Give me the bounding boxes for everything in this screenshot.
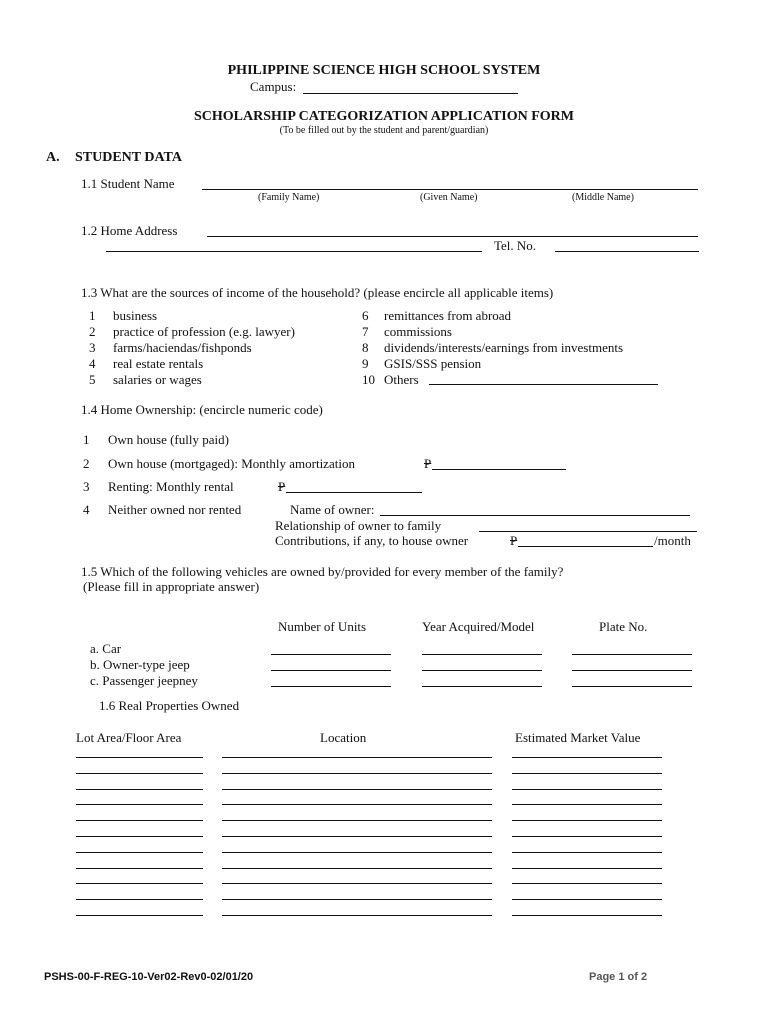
- ownership-option-label: Renting: Monthly rental: [108, 479, 234, 494]
- income-item-label: dividends/interests/earnings from investments: [384, 340, 624, 355]
- home-address-label: 1.2 Home Address: [81, 223, 178, 238]
- section-letter: A.: [46, 150, 60, 165]
- form-title: SCHOLARSHIP CATEGORIZATION APPLICATION FORM: [194, 109, 574, 124]
- income-item-number[interactable]: 7: [362, 324, 369, 339]
- property-value-field[interactable]: [512, 883, 662, 884]
- owner-name-field[interactable]: [380, 515, 690, 516]
- property-value-field[interactable]: [512, 915, 662, 916]
- property-area-field[interactable]: [76, 804, 203, 805]
- property-location-field[interactable]: [222, 899, 492, 900]
- property-area-field[interactable]: [76, 883, 203, 884]
- vehicle-row-label: c. Passenger jeepney: [90, 673, 198, 688]
- family-name-hint: (Family Name): [258, 192, 320, 203]
- campus-field[interactable]: [303, 93, 518, 94]
- property-location-field[interactable]: [222, 804, 492, 805]
- property-location-field[interactable]: [222, 852, 492, 853]
- property-location-field[interactable]: [222, 789, 492, 790]
- ownership-option-number[interactable]: 2: [83, 456, 90, 471]
- vehicle-plate-field[interactable]: [572, 654, 692, 655]
- property-column-header: Estimated Market Value: [515, 730, 641, 745]
- income-item-label: salaries or wages: [113, 372, 202, 387]
- campus-label: Campus:: [250, 79, 297, 94]
- ownership-option-label: Own house (mortgaged): Monthly amortization: [108, 456, 355, 471]
- property-area-field[interactable]: [76, 789, 203, 790]
- vehicle-plate-field[interactable]: [572, 686, 692, 687]
- middle-name-hint: (Middle Name): [572, 192, 634, 203]
- property-value-field[interactable]: [512, 820, 662, 821]
- tel-label: Tel. No.: [494, 238, 537, 253]
- vehicle-column-header: Plate No.: [599, 619, 648, 634]
- property-location-field[interactable]: [222, 757, 492, 758]
- income-item-label: commissions: [384, 324, 452, 339]
- vehicle-units-field[interactable]: [271, 670, 391, 671]
- income-item-number[interactable]: 6: [362, 308, 369, 323]
- vehicle-year-field[interactable]: [422, 686, 542, 687]
- property-value-field[interactable]: [512, 789, 662, 790]
- property-value-field[interactable]: [512, 757, 662, 758]
- per-month-label: /month: [654, 533, 691, 548]
- ownership-option-label: Own house (fully paid): [108, 432, 229, 447]
- property-value-field[interactable]: [512, 773, 662, 774]
- monthly-rental-field[interactable]: [286, 492, 422, 493]
- income-item-label: real estate rentals: [113, 356, 204, 371]
- income-item-label: GSIS/SSS pension: [384, 356, 482, 371]
- income-item-label: practice of profession (e.g. lawyer): [113, 324, 295, 339]
- property-area-field[interactable]: [76, 757, 203, 758]
- vehicle-row-label: a. Car: [90, 641, 122, 656]
- vehicle-column-header: Year Acquired/Model: [422, 619, 535, 634]
- property-value-field[interactable]: [512, 804, 662, 805]
- peso-sign: P: [278, 479, 286, 494]
- ownership-option-number[interactable]: 1: [83, 432, 90, 447]
- home-ownership-question: 1.4 Home Ownership: (encircle numeric code): [81, 402, 323, 417]
- income-item-label: Others: [384, 372, 419, 387]
- property-area-field[interactable]: [76, 773, 203, 774]
- property-value-field[interactable]: [512, 852, 662, 853]
- vehicle-plate-field[interactable]: [572, 670, 692, 671]
- school-name: PHILIPPINE SCIENCE HIGH SCHOOL SYSTEM: [227, 63, 541, 78]
- given-name-hint: (Given Name): [420, 192, 478, 203]
- peso-sign: P: [510, 533, 518, 548]
- property-location-field[interactable]: [222, 883, 492, 884]
- income-item-label: farms/haciendas/fishponds: [113, 340, 252, 355]
- vehicle-units-field[interactable]: [271, 686, 391, 687]
- income-item-label: remittances from abroad: [384, 308, 512, 323]
- income-item-label: business: [113, 308, 158, 323]
- ownership-option-label: Neither owned nor rented: [108, 502, 242, 517]
- others-field[interactable]: [429, 384, 658, 385]
- property-area-field[interactable]: [76, 899, 203, 900]
- property-area-field[interactable]: [76, 852, 203, 853]
- contributions-field[interactable]: [518, 546, 653, 547]
- property-column-header: Location: [320, 730, 367, 745]
- form-subtitle: (To be filled out by the student and parent/guardian): [279, 125, 489, 136]
- vehicles-question: 1.5 Which of the following vehicles are owned by/provided for every member of the family?: [81, 564, 564, 579]
- income-item-number[interactable]: 9: [362, 356, 369, 371]
- real-properties-label: 1.6 Real Properties Owned: [99, 698, 240, 713]
- vehicle-year-field[interactable]: [422, 670, 542, 671]
- property-value-field[interactable]: [512, 899, 662, 900]
- income-item-number[interactable]: 2: [89, 324, 96, 339]
- page-number: Page 1 of 2: [589, 971, 648, 983]
- property-area-field[interactable]: [76, 915, 203, 916]
- vehicle-row-label: b. Owner-type jeep: [90, 657, 190, 672]
- property-area-field[interactable]: [76, 836, 203, 837]
- property-location-field[interactable]: [222, 915, 492, 916]
- section-title: STUDENT DATA: [75, 150, 182, 165]
- student-name-label: 1.1 Student Name: [81, 176, 175, 191]
- income-item-number[interactable]: 5: [89, 372, 96, 387]
- income-sources-question: 1.3 What are the sources of income of the household? (please encircle all applicable items): [81, 285, 554, 300]
- ownership-option-number[interactable]: 4: [83, 502, 90, 517]
- contributions-label: Contributions, if any, to house owner: [275, 533, 469, 548]
- relationship-field[interactable]: [479, 531, 697, 532]
- monthly-amortization-field[interactable]: [432, 469, 566, 470]
- ownership-option-number[interactable]: 3: [83, 479, 90, 494]
- home-address-field-2[interactable]: [106, 251, 482, 252]
- income-item-number[interactable]: 3: [89, 340, 96, 355]
- property-location-field[interactable]: [222, 820, 492, 821]
- student-name-field[interactable]: [202, 189, 698, 190]
- property-location-field[interactable]: [222, 836, 492, 837]
- vehicle-column-header: Number of Units: [278, 619, 367, 634]
- vehicles-instruction: (Please fill in appropriate answer): [83, 579, 260, 594]
- property-area-field[interactable]: [76, 868, 203, 869]
- income-item-number[interactable]: 4: [89, 356, 96, 371]
- property-value-field[interactable]: [512, 868, 662, 869]
- home-address-field-1[interactable]: [207, 236, 698, 237]
- income-item-number[interactable]: 10: [362, 372, 375, 387]
- owner-name-label: Name of owner:: [290, 502, 375, 517]
- income-item-number[interactable]: 1: [89, 308, 96, 323]
- property-location-field[interactable]: [222, 773, 492, 774]
- property-value-field[interactable]: [512, 836, 662, 837]
- tel-field[interactable]: [555, 251, 699, 252]
- property-area-field[interactable]: [76, 820, 203, 821]
- vehicle-year-field[interactable]: [422, 654, 542, 655]
- property-location-field[interactable]: [222, 868, 492, 869]
- income-item-number[interactable]: 8: [362, 340, 369, 355]
- property-column-header: Lot Area/Floor Area: [76, 730, 182, 745]
- peso-sign: P: [424, 456, 432, 471]
- vehicle-units-field[interactable]: [271, 654, 391, 655]
- form-code: PSHS-00-F-REG-10-Ver02-Rev0-02/01/20: [44, 971, 254, 983]
- relationship-label: Relationship of owner to family: [275, 518, 442, 533]
